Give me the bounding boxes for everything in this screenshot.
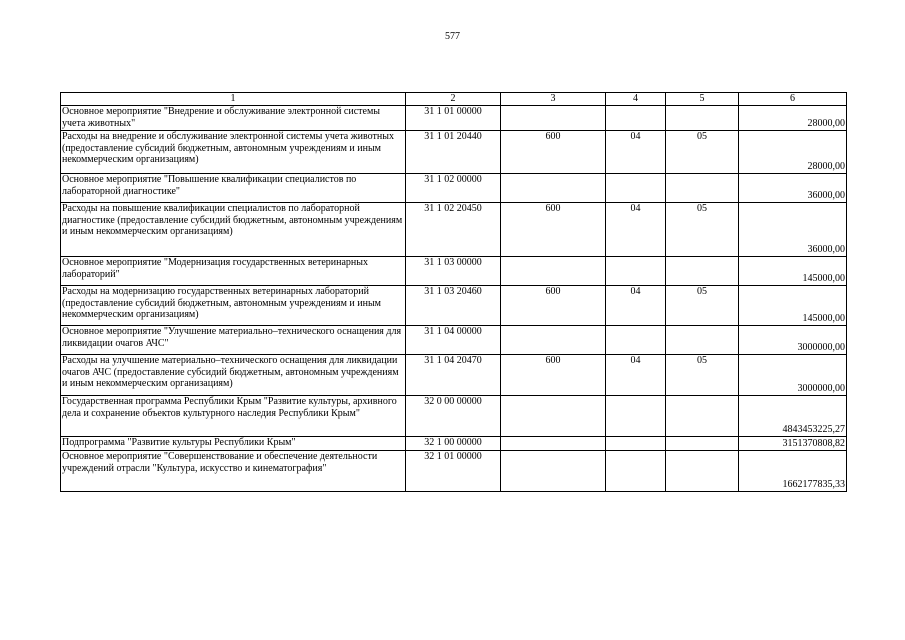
- row-code: 31 1 02 20450: [406, 203, 501, 257]
- row-section: [606, 396, 666, 437]
- table-row: [61, 106, 847, 131]
- row-name: Расходы на внедрение и обслуживание электронной системы учета животных (предоставление субсидий бюджетным, автономным учреждениям и иным некоммерческим организациям): [61, 131, 406, 174]
- row-subsection: [666, 106, 739, 131]
- row-code: 31 1 04 20470: [406, 355, 501, 396]
- row-expense-type: [501, 437, 606, 451]
- row-name: Расходы на повышение квалификации специалистов по лабораторной диагностике (предоставление субсидий бюджетным, автономным учреждениям и иным некоммерческим организациям): [61, 203, 406, 257]
- row-section: [606, 437, 666, 451]
- row-amount: 3000000,00: [739, 326, 847, 355]
- row-amount: 36000,00: [739, 203, 847, 257]
- row-subsection: 05: [666, 286, 739, 326]
- row-subsection: [666, 257, 739, 286]
- row-section: 04: [606, 355, 666, 396]
- row-name: Расходы на улучшение материально–технического оснащения для ликвидации очагов АЧС (предоставление субсидий бюджетным, автономным учреждениям и иным некоммерческим организациям): [61, 355, 406, 396]
- row-expense-type: [501, 106, 606, 131]
- row-expense-type: 600: [501, 203, 606, 257]
- row-name: Основное мероприятие "Повышение квалификации специалистов по лабораторной диагностике": [61, 174, 406, 203]
- row-code: 32 1 01 00000: [406, 451, 501, 492]
- row-name: Расходы на модернизацию государственных ветеринарных лабораторий (предоставление субсидий бюджетным, автономным учреждениям и иным некоммерческим организациям): [61, 286, 406, 326]
- row-section: [606, 326, 666, 355]
- row-amount: 28000,00: [739, 106, 847, 131]
- row-amount: 1662177835,33: [739, 451, 847, 492]
- row-expense-type: 600: [501, 286, 606, 326]
- row-expense-type: [501, 396, 606, 437]
- column-header: 1: [61, 93, 406, 106]
- row-amount: 3000000,00: [739, 355, 847, 396]
- row-amount: 28000,00: [739, 131, 847, 174]
- row-code: 31 1 04 00000: [406, 326, 501, 355]
- page-number: 577: [445, 31, 460, 42]
- row-code: 31 1 02 00000: [406, 174, 501, 203]
- row-amount: 3151370808,82: [739, 437, 847, 451]
- column-header: 3: [501, 93, 606, 106]
- row-subsection: [666, 174, 739, 203]
- row-name: Основное мероприятие "Улучшение материально–технического оснащения для ликвидации очагов АЧС": [61, 326, 406, 355]
- row-amount: 4843453225,27: [739, 396, 847, 437]
- row-code: 31 1 01 00000: [406, 106, 501, 131]
- row-code: 31 1 01 20440: [406, 131, 501, 174]
- row-section: [606, 106, 666, 131]
- row-section: 04: [606, 286, 666, 326]
- row-section: [606, 451, 666, 492]
- row-subsection: 05: [666, 131, 739, 174]
- row-name: Основное мероприятие "Внедрение и обслуживание электронной системы учета животных": [61, 106, 406, 131]
- row-subsection: [666, 451, 739, 492]
- row-amount: 36000,00: [739, 174, 847, 203]
- row-amount: 145000,00: [739, 257, 847, 286]
- table-row: [61, 174, 847, 203]
- row-subsection: [666, 396, 739, 437]
- row-amount: 145000,00: [739, 286, 847, 326]
- row-code: 31 1 03 20460: [406, 286, 501, 326]
- row-subsection: [666, 326, 739, 355]
- row-code: 32 1 00 00000: [406, 437, 501, 451]
- table-row: [61, 437, 847, 451]
- row-code: 31 1 03 00000: [406, 257, 501, 286]
- row-code: 32 0 00 00000: [406, 396, 501, 437]
- row-section: 04: [606, 203, 666, 257]
- table-row: [61, 286, 847, 326]
- column-header: 2: [406, 93, 501, 106]
- row-expense-type: [501, 326, 606, 355]
- row-name: Подпрограмма "Развитие культуры Республики Крым": [61, 437, 406, 451]
- row-subsection: 05: [666, 355, 739, 396]
- row-expense-type: [501, 174, 606, 203]
- table-row: [61, 131, 847, 174]
- table-row: [61, 326, 847, 355]
- row-name: Основное мероприятие "Модернизация государственных ветеринарных лабораторий": [61, 257, 406, 286]
- column-header: 4: [606, 93, 666, 106]
- table-row: [61, 203, 847, 257]
- budget-table: [60, 92, 847, 492]
- row-expense-type: 600: [501, 355, 606, 396]
- row-subsection: [666, 437, 739, 451]
- row-section: [606, 174, 666, 203]
- column-header: 5: [666, 93, 739, 106]
- row-section: 04: [606, 131, 666, 174]
- row-expense-type: [501, 451, 606, 492]
- row-subsection: 05: [666, 203, 739, 257]
- row-name: Государственная программа Республики Крым "Развитие культуры, архивного дела и сохранение объектов культурного наследия Республики Крым": [61, 396, 406, 437]
- row-expense-type: 600: [501, 131, 606, 174]
- table-row: [61, 451, 847, 492]
- row-expense-type: [501, 257, 606, 286]
- column-header: 6: [739, 93, 847, 106]
- row-section: [606, 257, 666, 286]
- table-row: [61, 257, 847, 286]
- table-header-row: [61, 93, 847, 106]
- table-row: [61, 355, 847, 396]
- table-row: [61, 396, 847, 437]
- row-name: Основное мероприятие "Совершенствование и обеспечение деятельности учреждений отрасли "Культура, искусство и кинематография": [61, 451, 406, 492]
